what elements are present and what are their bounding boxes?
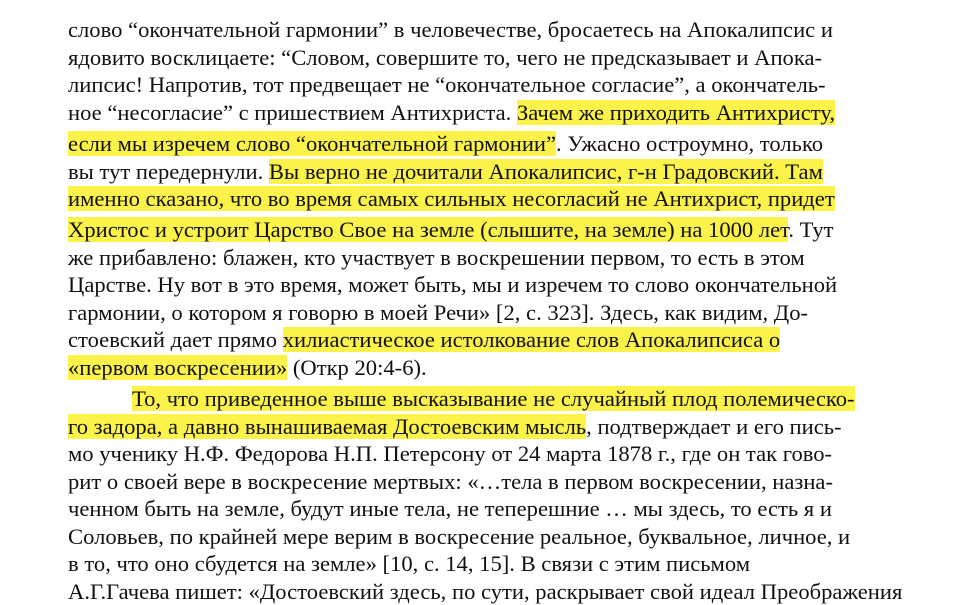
highlighted-text: если мы изречем слово “окончательной гармонии” <box>68 131 557 156</box>
line-text: . Тут <box>788 217 834 242</box>
highlighted-text: именно сказано, что во время самых сильных несогласий не Антихрист, придет <box>68 186 835 211</box>
text-line <box>68 244 910 271</box>
line-text: гармонии, о котором я говорю в моей Речи» [2, с. 323]. Здесь, как видим, До- <box>68 299 809 325</box>
line-text: А.Г.Гачева пишет: «Достоевский здесь, по сути, раскрывает свой идеал Преображения <box>68 578 903 604</box>
highlighted-text: «первом воскресении» <box>68 354 288 380</box>
line-text: мо ученику Н.Ф. Федорова Н.П. Петерсону от 24 марта 1878 г., где он так гово- <box>68 441 833 466</box>
highlighted-text: Зачем же приходить Антихристу, <box>516 99 836 125</box>
text-line <box>68 578 910 605</box>
text-line <box>68 523 910 550</box>
text-line <box>68 271 910 298</box>
line-text: ченном быть на земле, будут иные тела, не теперешние … мы здесь, то есть я и <box>68 496 832 521</box>
highlighted-text: хилиастическое истолкование слов Апокалипсиса о <box>282 327 781 352</box>
line-text: в то, что оно сбудется на земле» [10, с. 14, 15]. В связи с этим письмом <box>68 551 751 576</box>
highlighted-text: То, что приведенное выше высказывание не случайный плод полемическо- <box>132 386 855 411</box>
text-line <box>68 216 910 243</box>
line-text: же прибавлено: блажен, кто участвует в воскрешении первом, то есть в этом <box>68 244 805 270</box>
text-line <box>68 440 910 467</box>
text-line <box>68 16 910 43</box>
line-text: липсис! Напротив, тот предвещает не “окончательное согласие”, а окончатель- <box>68 72 826 97</box>
line-text: ное “несогласие” с пришествием Антихриста. <box>68 99 517 125</box>
text-line <box>68 130 910 157</box>
highlighted-text: го задора, а давно вынашиваемая Достоевским мысль <box>68 413 587 439</box>
text-line <box>68 413 910 440</box>
text-line <box>68 326 910 353</box>
line-text: , подтверждает и его пись- <box>586 413 842 439</box>
highlighted-text: Вы верно не дочитали Апокалипсис, г-н Градовский. Там <box>268 158 823 184</box>
text-line <box>68 354 910 381</box>
line-text: стоевский дает прямо <box>68 327 283 352</box>
line-text: вы тут передернули. <box>68 158 269 184</box>
line-text: рит о своей вере в воскресение мертвых: «…тела в первом воскресении, назна- <box>68 468 833 494</box>
text-line <box>68 495 910 522</box>
line-text: (Откр 20:4-6). <box>287 354 427 380</box>
text-line <box>68 468 910 495</box>
text-line <box>68 71 910 98</box>
text-line <box>68 550 910 577</box>
text-line <box>68 158 910 185</box>
text-line <box>132 385 910 412</box>
line-text: Соловьев, по крайней мере верим в воскресение реальное, буквальное, личное, и <box>68 523 851 549</box>
line-text: Царстве. Ну вот в это время, может быть, мы и изречем то слово окончательной <box>68 272 838 297</box>
line-text: слово “окончательной гармонии” в человечестве, бросаетесь на Апокалипсис и <box>68 17 833 42</box>
text-line <box>68 99 910 126</box>
line-text: ядовито восклицаете: “Словом, совершите то, чего не предсказывает и Апока- <box>68 44 823 70</box>
text-line <box>68 299 910 326</box>
text-line <box>68 44 910 71</box>
line-text: . Ужасно остроумно, только <box>556 131 824 156</box>
text-line <box>68 185 910 212</box>
highlighted-text: Христос и устроит Царство Свое на земле (слышите, на земле) на 1000 лет <box>68 217 789 242</box>
